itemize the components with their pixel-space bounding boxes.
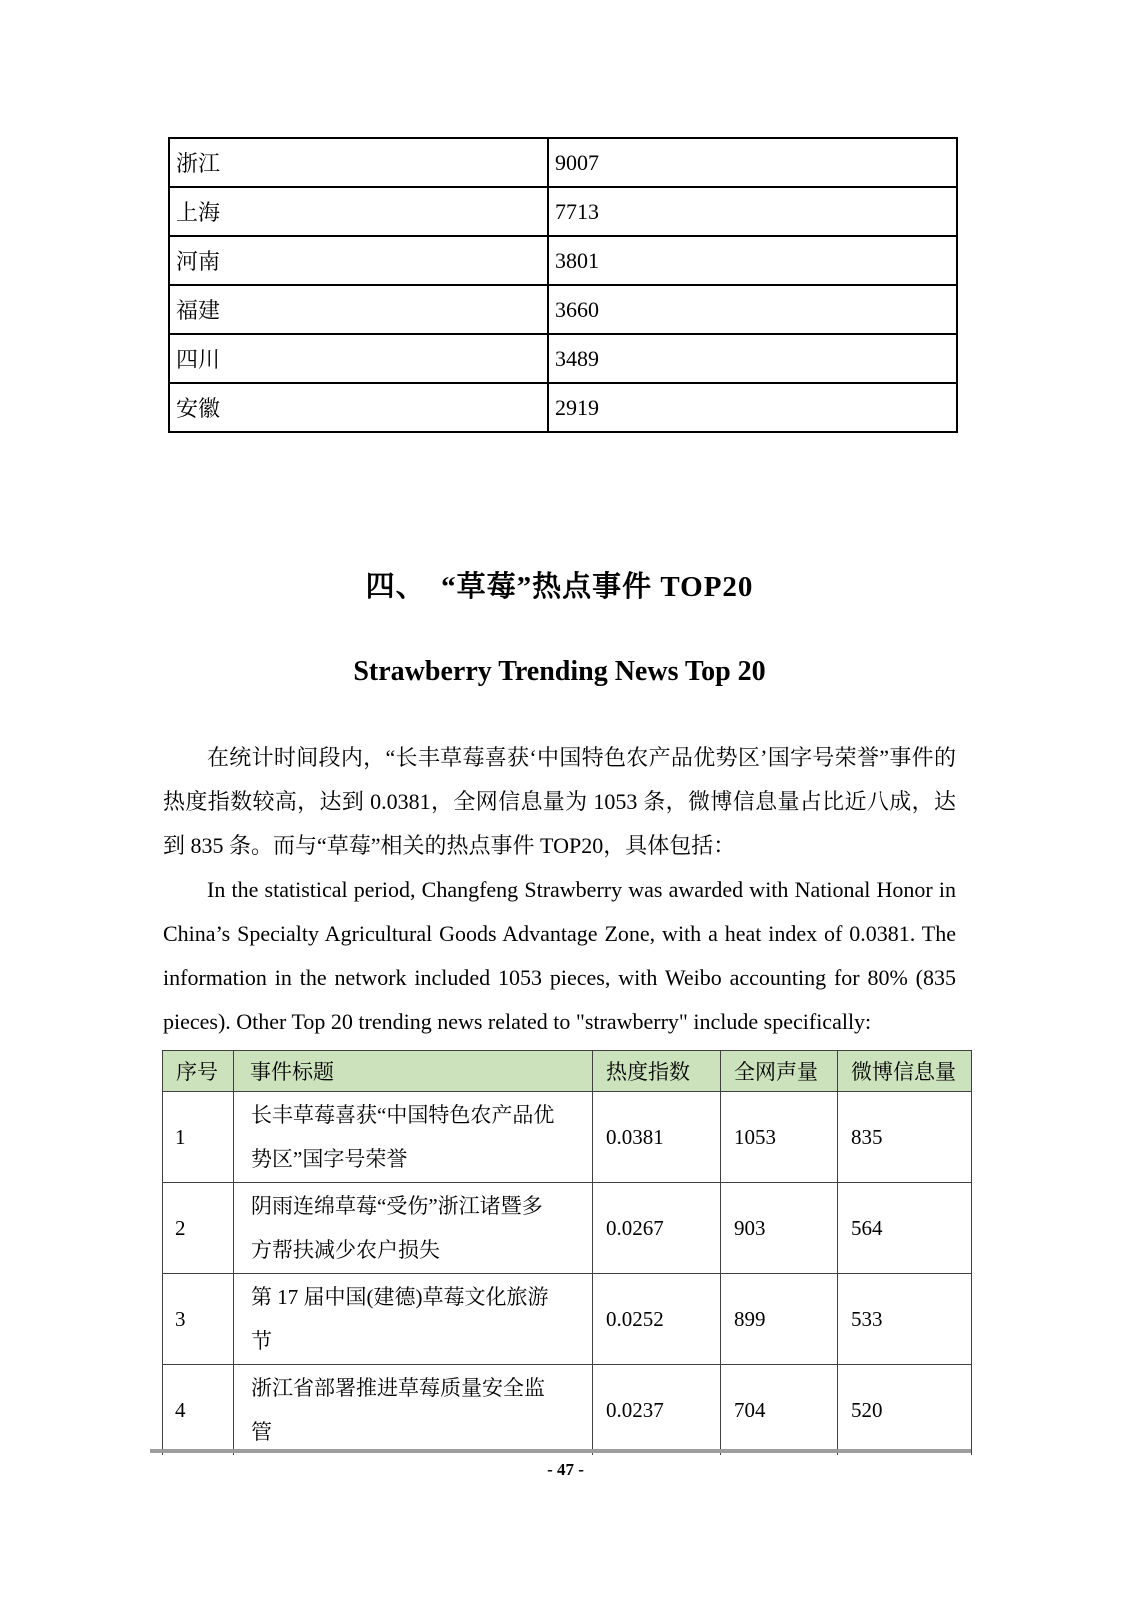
news-heat-index: 0.0237: [593, 1365, 721, 1456]
news-title: 阴雨连绵草莓“受伤”浙江诸暨多方帮扶减少农户损失: [234, 1183, 593, 1274]
table-row: [163, 1183, 972, 1274]
header-title: 事件标题: [234, 1051, 593, 1092]
news-total-volume: 899: [721, 1274, 838, 1365]
page-break-divider: [150, 1449, 971, 1453]
table-row: [169, 187, 957, 236]
province-value: 3489: [548, 334, 957, 383]
province-value: 3801: [548, 236, 957, 285]
page-number: - 47 -: [547, 1460, 584, 1479]
header-total-volume: 全网声量: [721, 1051, 838, 1092]
table-row: [163, 1274, 972, 1365]
news-weibo-volume: 520: [838, 1365, 972, 1456]
news-total-volume: 903: [721, 1183, 838, 1274]
province-name: 上海: [169, 187, 548, 236]
province-name: 浙江: [169, 138, 548, 187]
news-rank: 1: [163, 1092, 234, 1183]
header-heat-index: 热度指数: [593, 1051, 721, 1092]
province-value: 2919: [548, 383, 957, 432]
province-name: 安徽: [169, 383, 548, 432]
news-rank: 2: [163, 1183, 234, 1274]
news-heat-index: 0.0252: [593, 1274, 721, 1365]
table-row: [169, 285, 957, 334]
news-title: 长丰草莓喜获“中国特色农产品优势区”国字号荣誉: [234, 1092, 593, 1183]
header-no: 序号: [163, 1051, 234, 1092]
news-title: 浙江省部署推进草莓质量安全监管: [234, 1365, 593, 1456]
section-title-en: Strawberry Trending News Top 20: [353, 656, 766, 687]
province-name: 福建: [169, 285, 548, 334]
table-row: [163, 1092, 972, 1183]
news-title: 第 17 届中国(建德)草莓文化旅游节: [234, 1274, 593, 1365]
table-row: [169, 138, 957, 187]
province-value: 7713: [548, 187, 957, 236]
province-name: 四川: [169, 334, 548, 383]
header-weibo-volume: 微博信息量: [838, 1051, 972, 1092]
news-total-volume: 1053: [721, 1092, 838, 1183]
province-value: 9007: [548, 138, 957, 187]
body-text: [163, 736, 956, 1044]
news-weibo-volume: 533: [838, 1274, 972, 1365]
province-value: 3660: [548, 285, 957, 334]
news-rank: 4: [163, 1365, 234, 1456]
news-rank: 3: [163, 1274, 234, 1365]
news-weibo-volume: 835: [838, 1092, 972, 1183]
table-row: [163, 1365, 972, 1456]
table-header-row: [163, 1051, 972, 1092]
news-total-volume: 704: [721, 1365, 838, 1456]
paragraph-en: In the statistical period, Changfeng Strawberry was awarded with National Honor in China’s Specialty Agricultural Goods Advantage Zone, with a heat index of 0.0381. The information in the network included 1053 pieces, with Weibo accounting for 80% (835 pieces). Other Top 20 trending news related to "strawberry" include specifically:: [163, 877, 956, 1034]
section-title-zh: 四、 “草莓”热点事件 TOP20: [365, 571, 754, 603]
news-heat-index: 0.0267: [593, 1183, 721, 1274]
province-name: 河南: [169, 236, 548, 285]
trending-news-table: [162, 1050, 972, 1455]
news-weibo-volume: 564: [838, 1183, 972, 1274]
table-row: [169, 383, 957, 432]
table-row: [169, 334, 957, 383]
news-heat-index: 0.0381: [593, 1092, 721, 1183]
paragraph-zh: 在统计时间段内，“长丰草莓喜获‘中国特色农产品优势区’国字号荣誉”事件的热度指数较高，达到 0.0381，全网信息量为 1053 条，微博信息量占比近八成，达到 835 条。而与“草莓”相关的热点事件 TOP20，具体包括：: [163, 745, 956, 858]
province-volume-table: [168, 137, 958, 433]
table-row: [169, 236, 957, 285]
